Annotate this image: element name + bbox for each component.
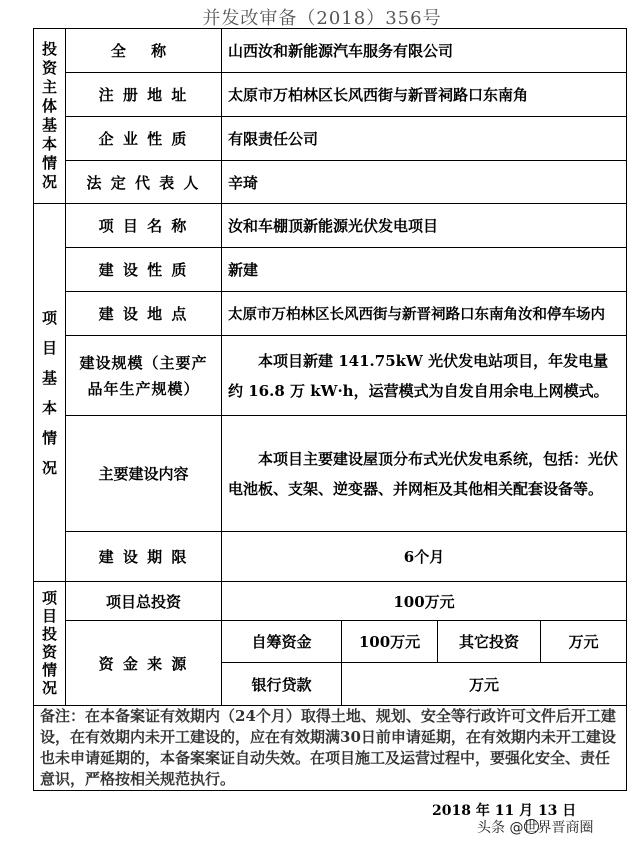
row-investor-address	[34, 73, 627, 117]
value-other-investment: 万元	[541, 621, 627, 663]
document-number: 并发改审备（2018）356号	[202, 8, 442, 29]
label-construction-nature: 建 设 性 质	[66, 248, 222, 292]
label-fund-source: 资 金 来 源	[66, 621, 222, 706]
label-investor-name: 全 称	[66, 29, 222, 73]
label-construction-location: 建 设 地 点	[66, 292, 222, 336]
section-investment: 项目投资情况	[34, 582, 66, 706]
row-main-content	[34, 416, 627, 532]
row-total-investment	[34, 582, 627, 621]
value-legal-rep: 辛琦	[222, 161, 627, 204]
label-project-name: 项 目 名 称	[66, 204, 222, 248]
label-bank-loan: 银行贷款	[222, 663, 342, 706]
section-project: 项目基本情况	[34, 204, 66, 582]
row-construction-nature	[34, 248, 627, 292]
label-enterprise-nature: 企 业 性 质	[66, 117, 222, 161]
value-bank-loan: 万元	[342, 663, 627, 706]
label-legal-rep: 法 定 代 表 人	[66, 161, 222, 204]
label-construction-scale: 建设规模（主要产品年生产规模）	[66, 336, 222, 416]
value-main-content: 本项目主要建设屋顶分布式光伏发电系统，包括：光伏电池板、支架、逆变器、并网柜及其他相关配套设备等。	[222, 416, 627, 532]
row-project-name	[34, 204, 627, 248]
label-main-content: 主要建设内容	[66, 416, 222, 532]
row-fund-self	[34, 621, 627, 663]
value-construction-nature: 新建	[222, 248, 627, 292]
label-other-investment: 其它投资	[438, 621, 541, 663]
label-total-investment: 项目总投资	[66, 582, 222, 621]
value-construction-scale: 本项目新建 141.75kW 光伏发电站项目，年发电量约 16.8 万 kW·h，运营模式为自发自用余电上网模式。	[222, 336, 627, 416]
row-investor-name	[34, 29, 627, 73]
section-investor: 投资主体基本情况	[34, 29, 66, 204]
row-construction-location	[34, 292, 627, 336]
value-total-investment: 100万元	[222, 582, 627, 621]
row-note	[34, 706, 627, 791]
value-registered-address: 太原市万柏林区长风西街与新晋祠路口东南角	[222, 73, 627, 117]
row-enterprise-nature	[34, 117, 627, 161]
row-legal-rep	[34, 161, 627, 204]
row-construction-scale	[34, 336, 627, 416]
value-project-name: 汝和车棚顶新能源光伏发电项目	[222, 204, 627, 248]
value-construction-period: 6个月	[222, 532, 627, 582]
watermark-text: 头条 @世界晋商圈	[477, 820, 594, 836]
label-construction-period: 建 设 期 限	[66, 532, 222, 582]
value-enterprise-nature: 有限责任公司	[222, 117, 627, 161]
filing-table	[33, 28, 627, 791]
issue-date: 2018 年 11 月 13 日	[432, 803, 577, 819]
value-construction-location: 太原市万柏林区长风西街与新晋祠路口东南角汝和停车场内	[222, 292, 627, 336]
label-self-raised: 自筹资金	[222, 621, 342, 663]
label-registered-address: 注 册 地 址	[66, 73, 222, 117]
value-investor-name: 山西汝和新能源汽车服务有限公司	[222, 29, 627, 73]
value-self-raised: 100万元	[342, 621, 438, 663]
row-construction-period	[34, 532, 627, 582]
note-text: 备注：在本备案证有效期内（24个月）取得土地、规划、安全等行政许可文件后开工建设，在有效期内未开工建设的，应在有效期满30日前申请延期，在有效期内未开工建设也未申请延期的，本备案案证自动失效。在项目施工及运营过程中，要强化安全、责任意识，严格按相关规范执行。	[34, 706, 627, 791]
